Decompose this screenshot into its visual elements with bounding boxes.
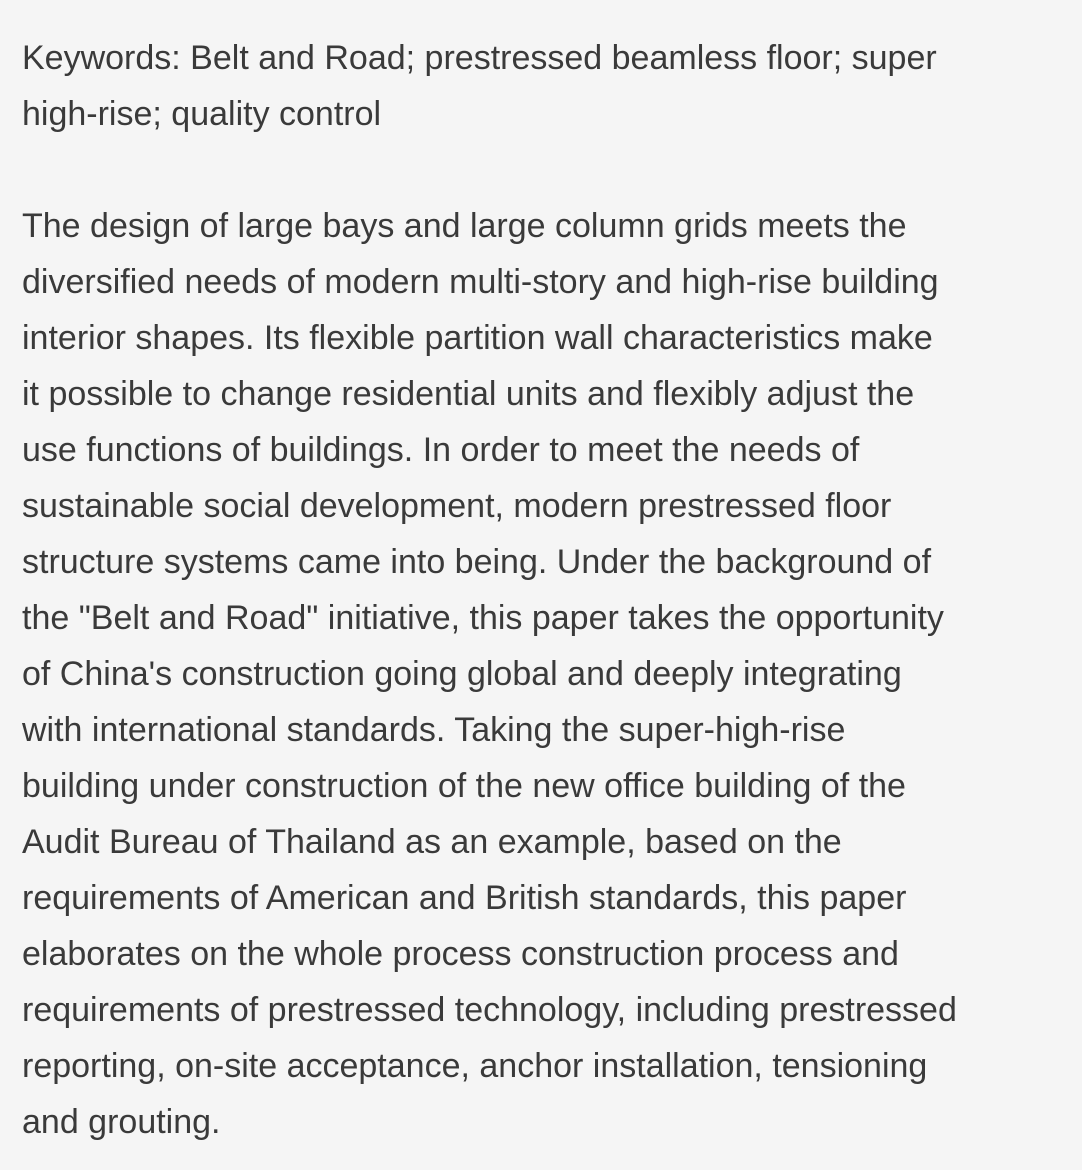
keywords-line: Keywords: Belt and Road; prestressed beamless floor; super [22,39,937,77]
abstract-line: interior shapes. Its flexible partition wall characteristics make [22,319,933,357]
abstract-line: requirements of prestressed technology, including prestressed [22,991,957,1029]
abstract-line: requirements of American and British standards, this paper [22,879,907,917]
abstract-line: The design of large bays and large column grids meets the [22,207,907,245]
keywords-paragraph [22,30,1060,142]
abstract-paragraph [22,198,1060,1150]
abstract-line: use functions of buildings. In order to meet the needs of [22,431,860,469]
abstract-line: it possible to change residential units and flexibly adjust the [22,375,915,413]
abstract-line: of China's construction going global and deeply integrating [22,655,902,693]
abstract-line: building under construction of the new office building of the [22,767,906,805]
abstract-line: structure systems came into being. Under the background of [22,543,932,581]
keywords-line: high-rise; quality control [22,95,382,133]
abstract-line: with international standards. Taking the super-high-rise [22,711,846,749]
abstract-line: diversified needs of modern multi-story and high-rise building [22,263,939,301]
abstract-line: elaborates on the whole process construction process and [22,935,899,973]
abstract-line: Audit Bureau of Thailand as an example, based on the [22,823,842,861]
abstract-line: the "Belt and Road" initiative, this paper takes the opportunity [22,599,944,637]
abstract-line: and grouting. [22,1103,221,1141]
abstract-line: sustainable social development, modern prestressed floor [22,487,892,525]
paragraph-spacer [22,142,1060,198]
abstract-line: reporting, on-site acceptance, anchor installation, tensioning [22,1047,928,1085]
